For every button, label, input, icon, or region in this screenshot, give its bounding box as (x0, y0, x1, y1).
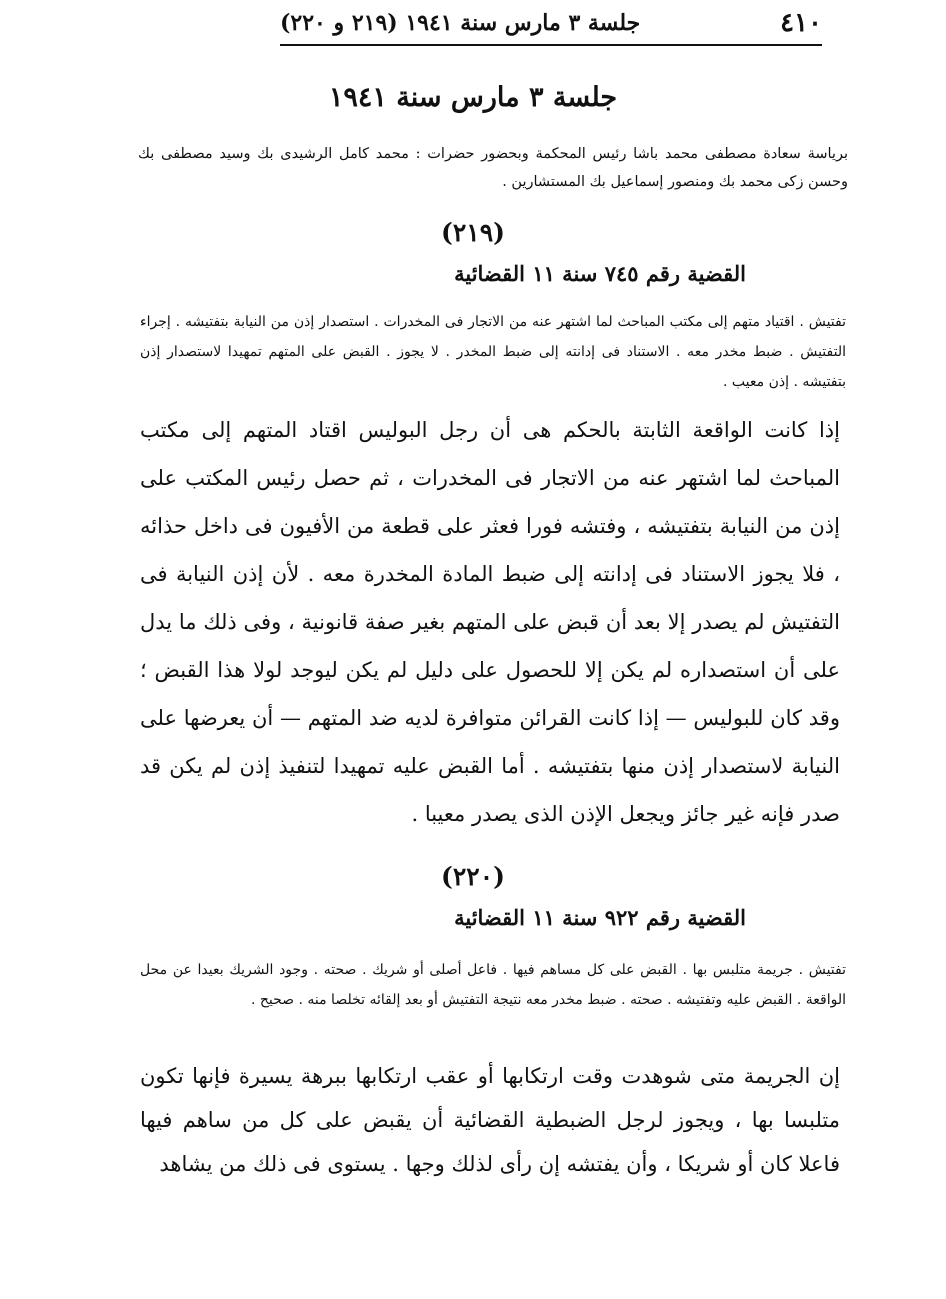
page-number: ٤١٠ (780, 8, 822, 38)
case-title: القضية رقم ٩٢٢ سنة ١١ القضائية (454, 905, 746, 930)
case-title: القضية رقم ٧٤٥ سنة ١١ القضائية (454, 261, 746, 286)
header-divider (280, 44, 822, 46)
case-headnote: تفتيش . اقتياد متهم إلى مكتب المباحث لما اشتهر عنه من الاتجار فى المخدرات . استصدار إذن من النيابة بتفتيشه . إجراء التفتيش . ضبط مخدر معه . الاستناد فى إدانته إلى ضبط المخدر . لا يجوز . القبض على المتهم تمهيدا لاستصدار إذن بتفتيشه . إذن معيب . (140, 314, 846, 390)
case-headnote: تفتيش . جريمة متلبس بها . القبض على كل مساهم فيها . فاعل أصلى أو شريك . صحته . وجود الشريك بعيدا عن محل الواقعة . القبض عليه وتفتيشه . صحته . ضبط مخدر معه نتيجة التفتيش أو بعد إلقائه تخلصا منه . صحيح . (140, 962, 846, 1008)
case-body: إذا كانت الواقعة الثابتة بالحكم هى أن رجل البوليس اقتاد المتهم إلى مكتب المباحث لما اشتهر عنه من الاتجار فى المخدرات ، ثم حصل رئيس المكتب على إذن من النيابة بتفتيشه ، وفتشه فورا فعثر على قطعة من الأفيون فى داخل حذائه ، فلا يجوز الاستناد فى إدانته إلى ضبط المادة المخدرة معه . لأن إذن النيابة فى التفتيش لم يصدر إلا بعد أن قبض على المتهم بغير صفة قانونية ، وفى ذلك ما يدل على أن استصداره لم يكن إلا للحصول على دليل لم يكن ليوجد لولا هذا القبض ؛ وقد كان للبوليس — إذا كانت القرائن متوافرة لديه ضد المتهم — أن يعرضها على النيابة لاستصدار إذن منها بتفتيشه . أما القبض عليه تمهيدا لتنفيذ إذن لم يكن قد صدر فإنه غير جائز ويجعل الإذن الذى يصدر معيبا . (140, 418, 840, 826)
case-body: إن الجريمة متى شوهدت وقت ارتكابها أو عقب ارتكابها ببرهة يسيرة فإنها تكون متلبسا بها ، ويجوز لرجل الضبطية القضائية أن يقبض على كل من ساهم فيها فاعلا كان أو شريكا ، وأن يفتشه إن رأى لذلك وجها . يستوى فى ذلك من يشاهد (140, 1064, 840, 1176)
running-title: جلسة ٣ مارس سنة ١٩٤١ (٢١٩ و ٢٢٠) (280, 10, 641, 36)
case-number: (٢١٩) (441, 218, 505, 247)
running-header (280, 6, 822, 46)
presiding-judges: برياسة سعادة مصطفى محمد باشا رئيس المحكمة وبحضور حضرات : محمد كامل الرشيدى بك وسيد مصطفى بك وحسن زكى محمد بك ومنصور إسماعيل بك المستشارين . (138, 146, 848, 190)
case-number: (٢٢٠) (441, 862, 505, 891)
session-title: جلسة ٣ مارس سنة ١٩٤١ (328, 82, 618, 113)
